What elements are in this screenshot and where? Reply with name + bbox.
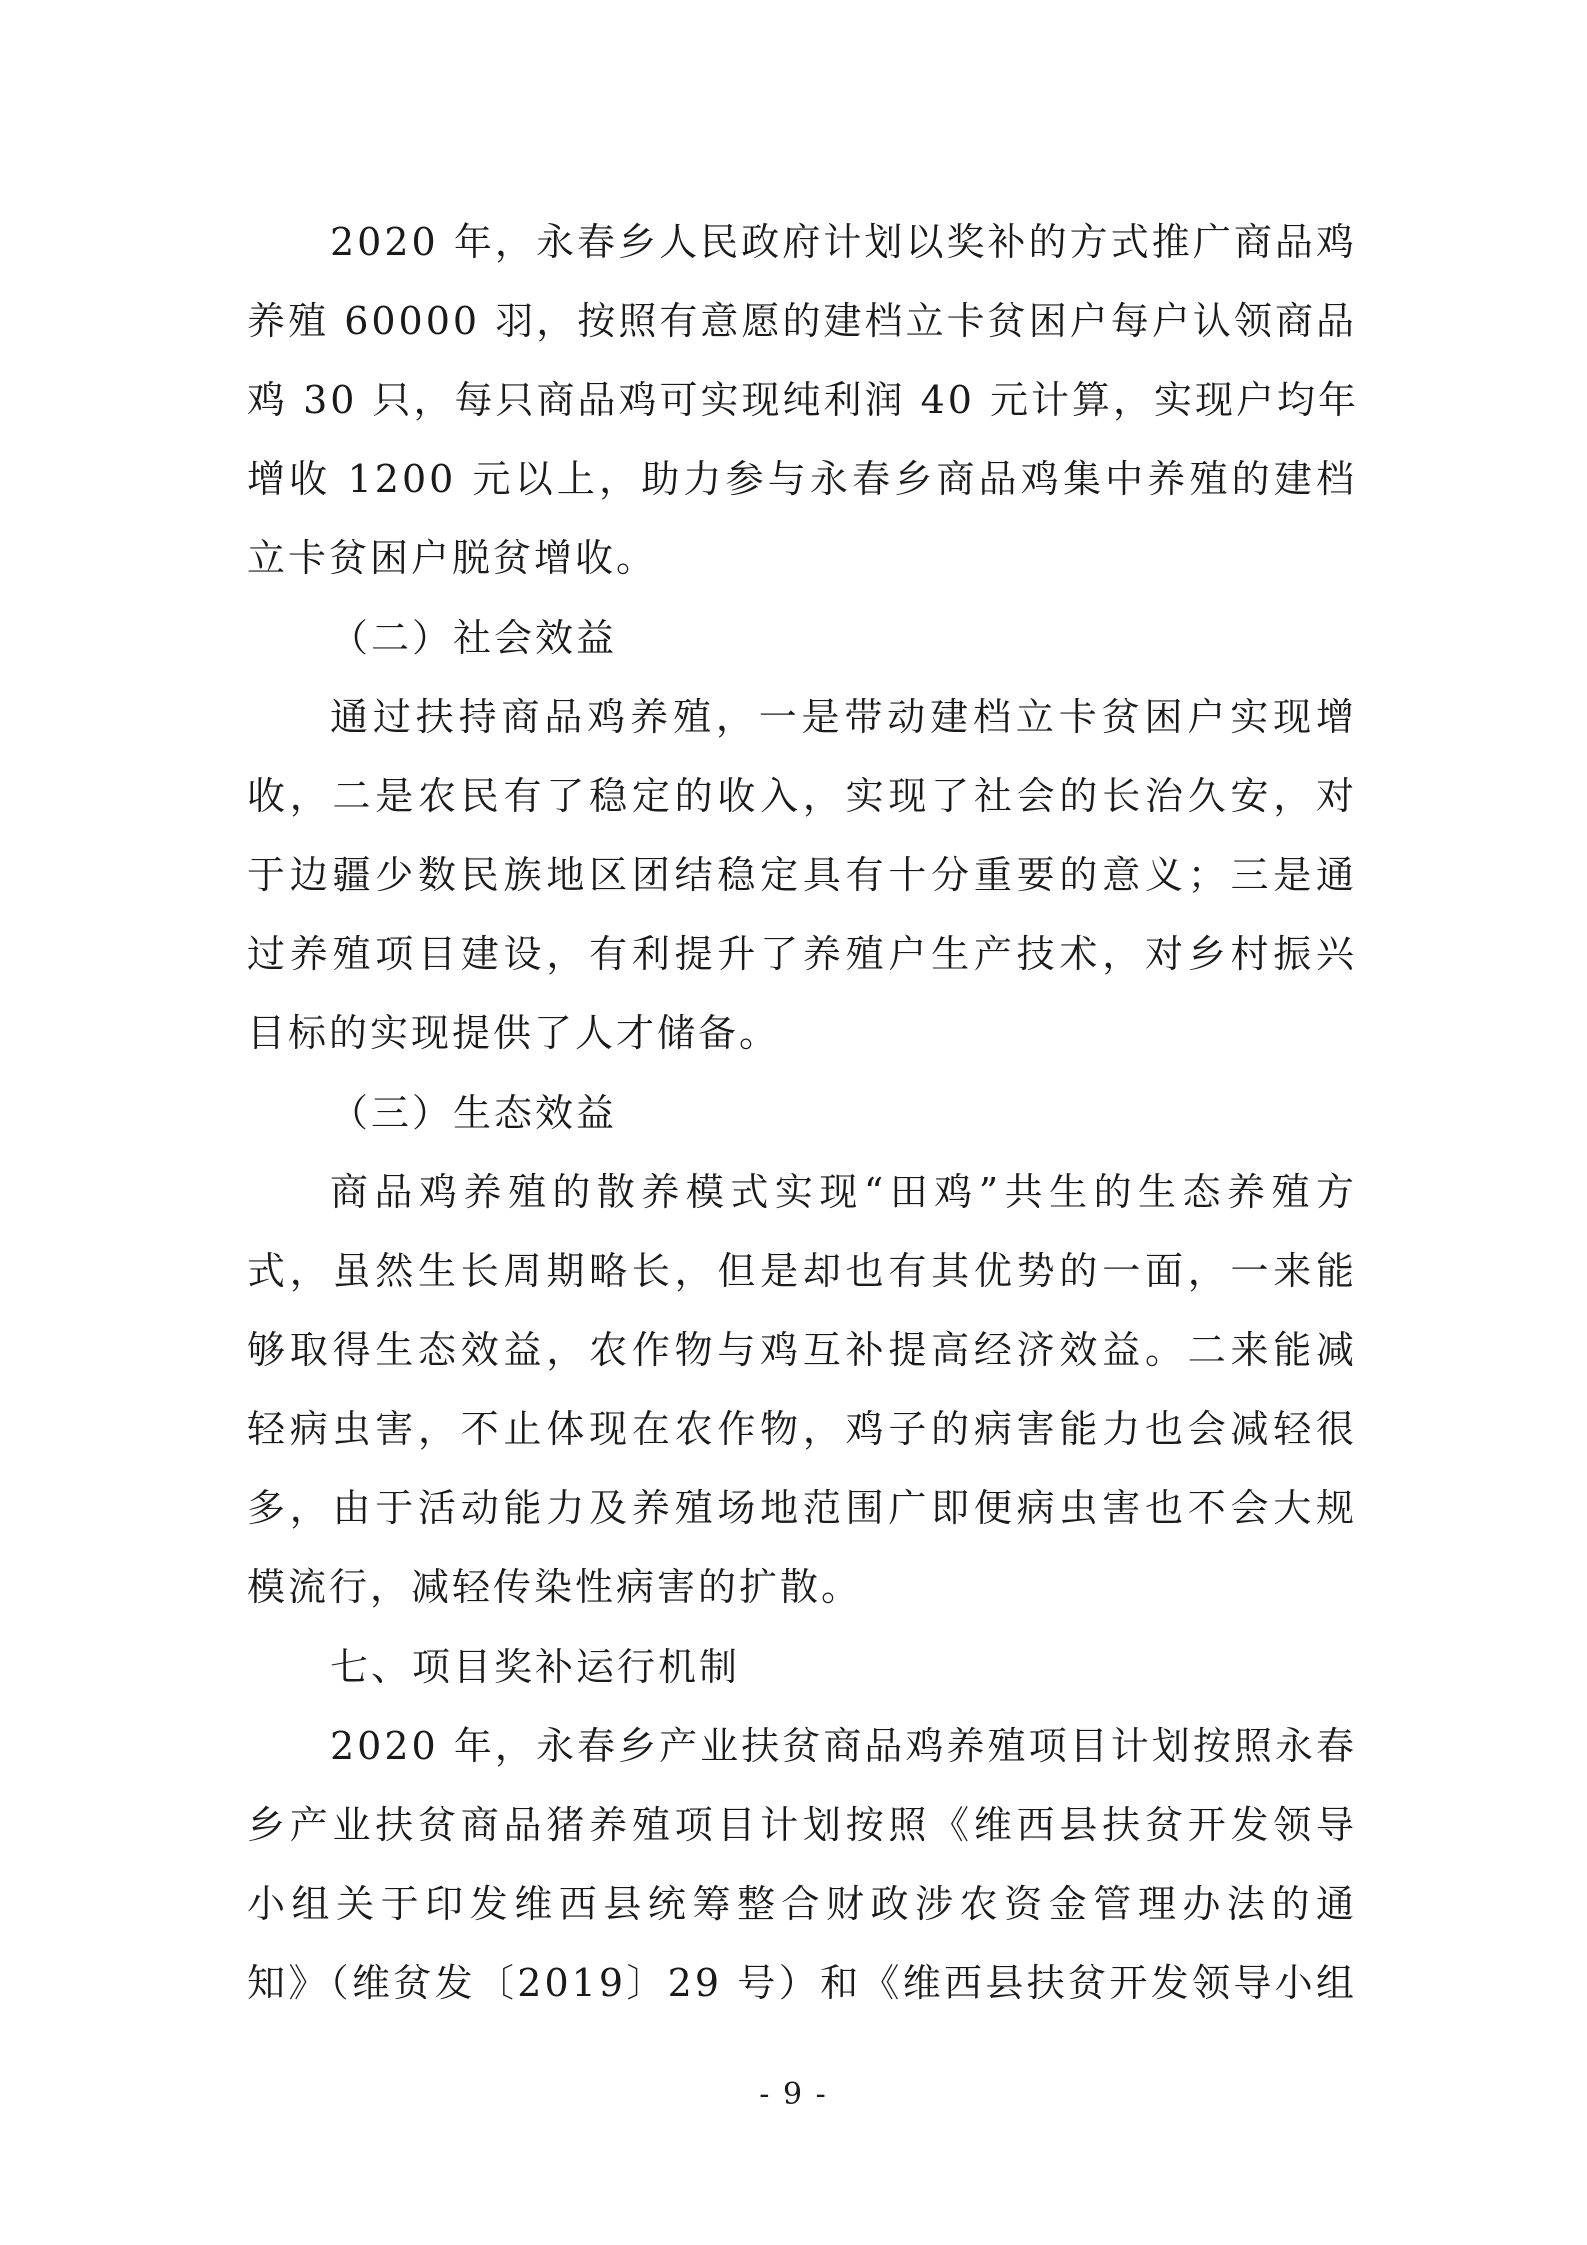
section-heading: 七、项目奖补运行机制	[330, 1645, 741, 1689]
text-line: 轻病虫害，不止体现在农作物，鸡子的病害能力也会减轻很	[247, 1407, 1357, 1451]
text-line: 商品鸡养殖的散养模式实现“田鸡”共生的生态养殖方	[330, 1170, 1357, 1214]
text-line: 通过扶持商品鸡养殖，一是带动建档立卡贫困户实现增	[330, 695, 1357, 739]
text-line: 多，由于活动能力及养殖场地范围广即便病虫害也不会大规	[247, 1486, 1357, 1530]
text-line: 立卡贫困户脱贫增收。	[247, 536, 658, 580]
text-line: 增收 1200 元以上，助力参与永春乡商品鸡集中养殖的建档	[247, 457, 1357, 501]
text-line: 2020 年，永春乡产业扶贫商品鸡养殖项目计划按照永春	[330, 1724, 1357, 1768]
text-line: 过养殖项目建设，有利提升了养殖户生产技术，对乡村振兴	[247, 932, 1357, 976]
text-line: 小组关于印发维西县统筹整合财政涉农资金管理办法的通	[247, 1882, 1357, 1926]
section-heading: （二）社会效益	[330, 616, 618, 660]
page-number: - 9 -	[759, 2077, 828, 2112]
text-line: 知》（维贫发〔2019〕29 号）和《维西县扶贫开发领导小组	[247, 1961, 1357, 2005]
text-line: 鸡 30 只，每只商品鸡可实现纯利润 40 元计算，实现户均年	[247, 378, 1360, 422]
text-line: 目标的实现提供了人才储备。	[247, 1011, 781, 1055]
text-line: 式，虽然生长周期略长，但是却也有其优势的一面，一来能	[247, 1249, 1357, 1293]
text-line: 于边疆少数民族地区团结稳定具有十分重要的意义；三是通	[247, 853, 1357, 897]
text-line: 2020 年，永春乡人民政府计划以奖补的方式推广商品鸡	[330, 220, 1357, 264]
text-line: 乡产业扶贫商品猪养殖项目计划按照《维西县扶贫开发领导	[247, 1803, 1357, 1847]
text-line: 够取得生态效益，农作物与鸡互补提高经济效益。二来能减	[247, 1328, 1357, 1372]
text-line: 养殖 60000 羽，按照有意愿的建档立卡贫困户每户认领商品	[247, 299, 1357, 343]
text-line: 模流行，减轻传染性病害的扩散。	[247, 1565, 863, 1609]
section-heading: （三）生态效益	[330, 1091, 618, 1135]
text-line: 收，二是农民有了稳定的收入，实现了社会的长治久安，对	[247, 774, 1357, 818]
